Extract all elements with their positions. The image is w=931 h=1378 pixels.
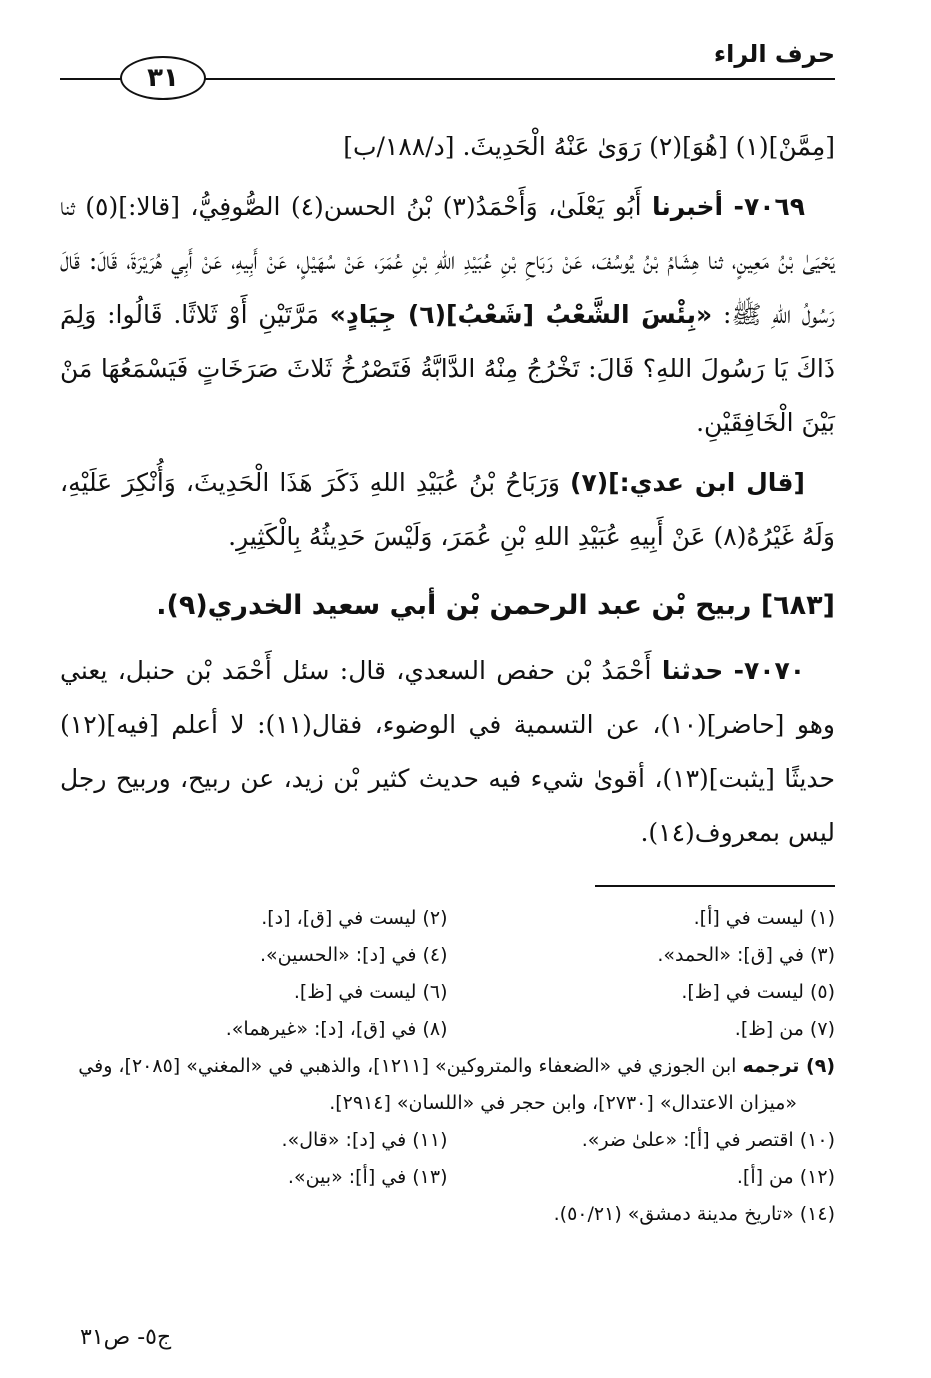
comment-lead: [قال ابن عدي:](٧) <box>570 468 805 497</box>
hadith-lead: أخبرنا <box>651 192 724 221</box>
page-header <box>60 38 835 98</box>
footnote-row <box>60 1085 835 1122</box>
footnote-row <box>60 937 835 974</box>
hadith-quote: «بِئْسَ الشَّعْبُ [شَعْبُ](٦) جِيَادٍ» <box>329 300 713 329</box>
footnote-7: (٧) من [ظ]. <box>734 1018 835 1040</box>
hadith-text: أَحْمَدُ بْن حفص السعدي، قال: سئل أَحْمَد بْن حنبل، يعني وهو [حاضر](١٠)، عن التسمية في الوضوء، فقال(١١): لا أعلم [فيه](١٢) حديثًا [يثبت](١٣)، أقوىٰ شيء فيه حديث كثير بْن زيد، عن ربيح، وربيح رجل ليس بمعروف(١٤). <box>60 656 836 847</box>
hadith-number: ٧٠٦٩- <box>733 192 805 221</box>
footnote-row <box>60 1196 835 1233</box>
footnote-5: (٥) ليست في [ظ]. <box>681 981 835 1003</box>
comment-text: وَرَبَاحُ بْنُ عُبَيْدِ اللهِ ذَكَرَ هَذَا الْحَدِيثَ، وَأُنْكِرَ عَلَيْهِ، وَلَهُ غَيْرُهُ(٨) عَنْ أَبِيهِ عُبَيْدِ اللهِ بْنِ عُمَرَ، وَلَيْسَ حَدِيثُهُ بِالْكَثِيرِ. <box>60 468 835 551</box>
footnote-9 <box>60 1048 835 1085</box>
footnote-8: (٨) في [ق]، [د]: «غيرهما». <box>225 1018 448 1040</box>
footnote-9-text: ابن الجوزي في «الضعفاء والمتروكين» [١٢١١]، والذهبي في «المغني» [٢٠٨٥]، وفي <box>78 1055 737 1077</box>
ibn-adi-comment <box>60 456 835 564</box>
footnote-row <box>60 1048 835 1085</box>
section-heading: [٦٨٣] ربيح بْن عبد الرحمن بْن أبي سعيد الخدري(٩). <box>156 590 835 621</box>
footnote-row <box>60 1011 835 1048</box>
footnote-6: (٦) ليست في [ظ]. <box>293 981 448 1003</box>
footnote-9-continuation: «ميزان الاعتدال» [٢٧٣٠]، وابن حجر في «اللسان» [٢٩١٤]. <box>329 1092 797 1114</box>
footnote-13: (١٣) في [أ]: «بين». <box>287 1166 448 1188</box>
footnote-1: (١) ليست في [أ]. <box>693 907 835 929</box>
footnote-row <box>60 1159 835 1196</box>
footnote-4: (٤) في [د]: «الحسين». <box>259 944 448 966</box>
page-number: ٣١ <box>120 56 206 100</box>
footnote-14: (١٤) «تاريخ مدينة دمشق» (٥٠/٢١). <box>553 1203 835 1225</box>
footnote-11: (١١) في [د]: «قال». <box>281 1129 448 1151</box>
hadith-7069 <box>60 180 835 450</box>
footnote-2: (٢) ليست في [ق]، [د]. <box>261 907 448 929</box>
footnote-3: (٣) في [ق]: «الحمد». <box>657 944 835 966</box>
hadith-text: أَبُو يَعْلَىٰ، وَأَحْمَدُ(٣) بْنُ الحسن(٤) الصُّوفِيُّ، [قالا:](٥) ثنا يَحْيَىٰ بْنُ مَعِينٍ، ثنا هِشَامُ بْنُ يُوسُفَ، عَنْ رَبَاحِ بْنِ عُبَيْدِ اللهِ بْنِ عُمَرَ، عَنْ سُهَيْلٍ، عَنْ أَبِيهِ، عَنْ أَبِي هُرَيْرَةَ، قَالَ: قَالَ رَسُولُ اللهِ ﷺ: <box>60 192 836 329</box>
footnote-row <box>60 1122 835 1159</box>
hadith-number: ٧٠٧٠- <box>733 656 805 685</box>
footnote-row <box>60 974 835 1011</box>
hadith-lead: حدثنا <box>661 656 724 685</box>
footnote-10: (١٠) اقتصر في [أ]: «علىٰ ضر». <box>581 1129 835 1151</box>
hadith-tail: مَرَّتَيْنِ أَوْ ثَلاثًا. قَالُوا: وَلِمَ ذَاكَ يَا رَسُولَ اللهِ؟ قَالَ: تَخْرُجُ مِنْهُ الدَّابَّةُ فَتَصْرُخُ ثَلاثَ صَرَخَاتٍ فَيَسْمَعُهَا مَنْ بَيْنَ الْخَافِقَيْنِ. <box>60 300 835 437</box>
main-text <box>60 120 835 866</box>
footnote-9-lead: (٩) ترجمه <box>742 1055 835 1077</box>
footnote-row <box>60 900 835 937</box>
footnotes <box>60 900 835 1233</box>
footnote-12: (١٢) من [أ]. <box>736 1166 835 1188</box>
paragraph-1: [مِمَّنْ](١) [هُوَ](٢) رَوَىٰ عَنْهُ الْحَدِيثَ. [د/١٨٨/ب] <box>343 132 835 161</box>
footnote-rule <box>595 885 835 887</box>
chapter-title: حرف الراء <box>713 40 835 68</box>
hadith-7070 <box>60 644 835 860</box>
volume-page-label: ج٥- ص٣١ <box>80 1325 172 1350</box>
